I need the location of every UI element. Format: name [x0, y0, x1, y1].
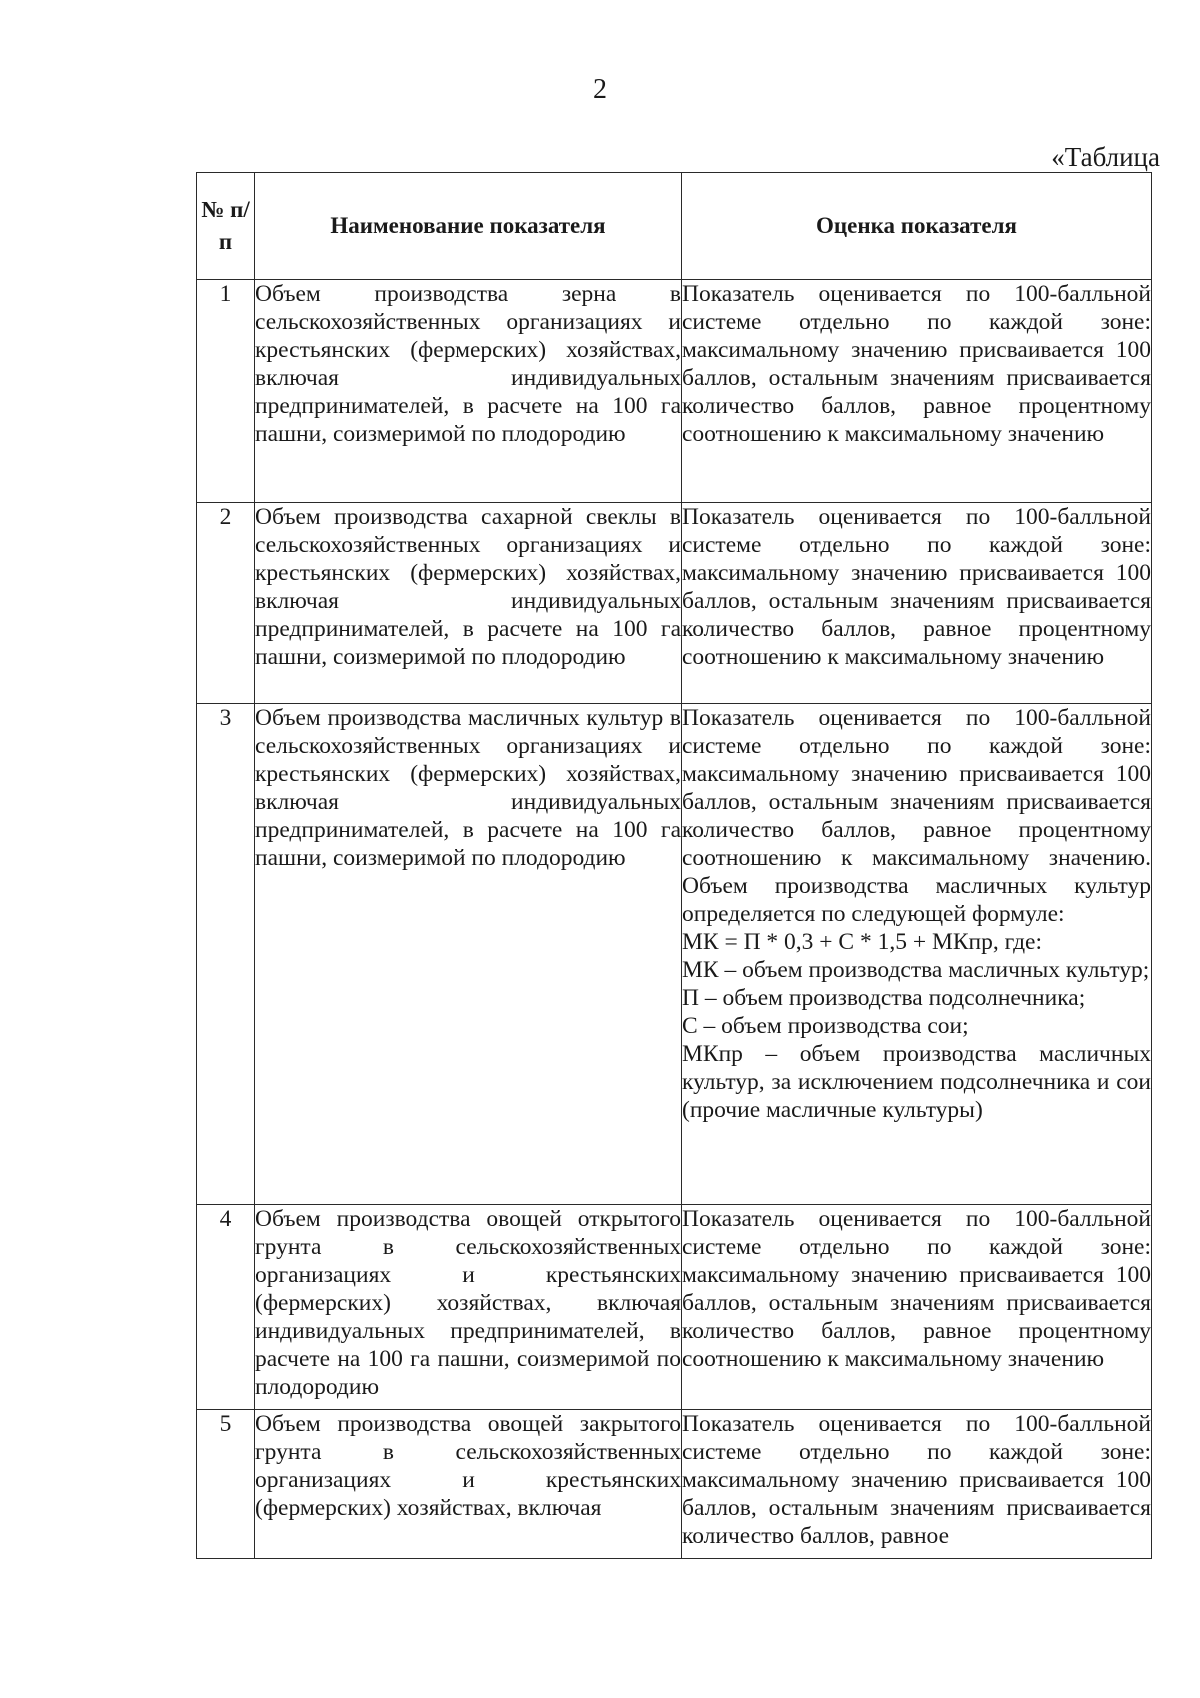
row-num: 1	[197, 280, 255, 503]
table-caption: «Таблица	[1051, 142, 1160, 172]
page-number: 2	[593, 74, 607, 105]
row-num: 4	[197, 1205, 255, 1410]
row-evaluation	[682, 1205, 1152, 1410]
row-num: 5	[197, 1410, 255, 1559]
table-row	[197, 1410, 1152, 1559]
header-eval: Оценка показателя	[682, 173, 1152, 280]
formula-line: МК = П * 0,3 + С * 1,5 + МКпр, где:	[682, 929, 1043, 955]
row-indicator-name: Объем производства масличных культур в сельскохозяйственных организациях и крестьянских (фермерских) хозяйствах, включая индивидуальных предпринимателей, в расчете на 100 га пашни, соизмеримой по плодородию	[255, 704, 682, 1205]
row-num: 3	[197, 704, 255, 1205]
evaluation-text: Показатель оценивается по 100-балльной системе отдельно по каждой зоне: максимальному значению присваивается 100 баллов, остальным значениям присваивается количество баллов, равное процентному соотношению к максимальному значению. Объем производства масличных культур определяется по следующей формуле:	[682, 705, 1151, 927]
row-evaluation	[682, 280, 1152, 503]
row-indicator-name: Объем производства овощей открытого грунта в сельскохозяйственных организациях и крестьянских (фермерских) хозяйствах, включая индивидуальных предпринимателей, в расчете на 100 га пашни, соизмеримой по плодородию	[255, 1205, 682, 1410]
formula-definition: С – объем производства сои;	[682, 1013, 969, 1039]
formula-definition: МКпр – объем производства масличных культур, за исключением подсолнечника и сои (прочие масличные культуры)	[682, 1041, 1151, 1123]
row-indicator-name: Объем производства зерна в сельскохозяйственных организациях и крестьянских (фермерских) хозяйствах, включая индивидуальных предпринимателей, в расчете на 100 га пашни, соизмеримой по плодородию	[255, 280, 682, 503]
indicators-table	[196, 172, 1152, 1559]
evaluation-text: Показатель оценивается по 100-балльной системе отдельно по каждой зоне: максимальному значению присваивается 100 баллов, остальным значениям присваивается количество баллов, равное	[682, 1411, 1151, 1549]
row-num: 2	[197, 503, 255, 704]
table-row	[197, 280, 1152, 503]
formula-definition: МК – объем производства масличных культур;	[682, 957, 1150, 983]
evaluation-text: Показатель оценивается по 100-балльной системе отдельно по каждой зоне: максимальному значению присваивается 100 баллов, остальным значениям присваивается количество баллов, равное процентному соотношению к максимальному значению	[682, 281, 1151, 447]
row-evaluation	[682, 503, 1152, 704]
row-indicator-name: Объем производства овощей закрытого грунта в сельскохозяйственных организациях и крестьянских (фермерских) хозяйствах, включая	[255, 1410, 682, 1559]
evaluation-text: Показатель оценивается по 100-балльной системе отдельно по каждой зоне: максимальному значению присваивается 100 баллов, остальным значениям присваивается количество баллов, равное процентному соотношению к максимальному значению	[682, 504, 1151, 670]
formula-definition: П – объем производства подсолнечника;	[682, 985, 1086, 1011]
evaluation-text: Показатель оценивается по 100-балльной системе отдельно по каждой зоне: максимальному значению присваивается 100 баллов, остальным значениям присваивается количество баллов, равное процентному соотношению к максимальному значению	[682, 1206, 1151, 1372]
table-row	[197, 503, 1152, 704]
row-indicator-name: Объем производства сахарной свеклы в сельскохозяйственных организациях и крестьянских (фермерских) хозяйствах, включая индивидуальных предпринимателей, в расчете на 100 га пашни, соизмеримой по плодородию	[255, 503, 682, 704]
row-evaluation	[682, 704, 1152, 1205]
header-num: № п/п	[197, 173, 255, 280]
header-name: Наименование показателя	[255, 173, 682, 280]
row-evaluation	[682, 1410, 1152, 1559]
table-row	[197, 1205, 1152, 1410]
table-header-row	[197, 173, 1152, 280]
table-row	[197, 704, 1152, 1205]
